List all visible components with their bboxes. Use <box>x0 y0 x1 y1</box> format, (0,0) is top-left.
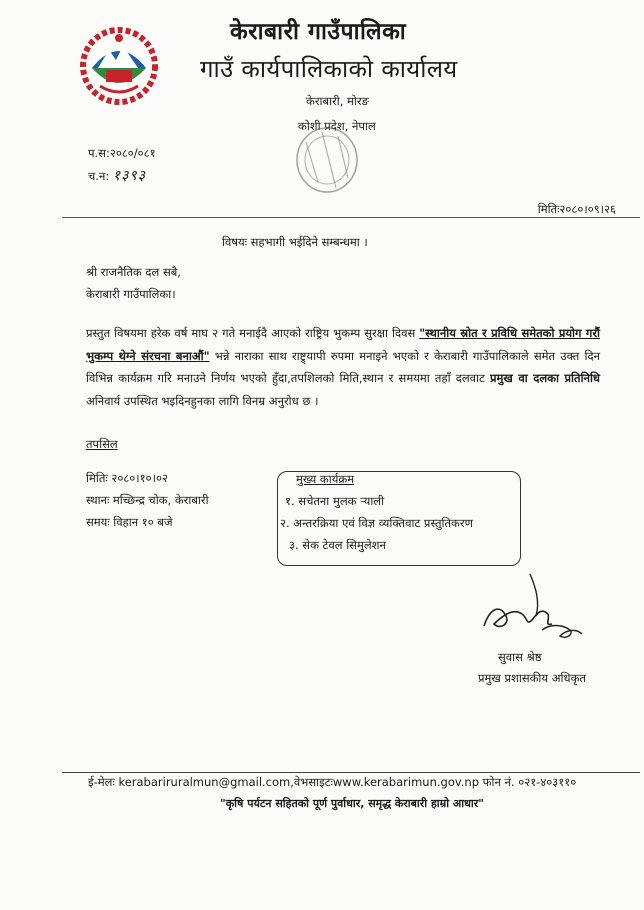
dispatch-handwritten-number: १३९३ <box>112 168 146 184</box>
reference-number: प.स:२०८०/०८१ <box>88 146 156 160</box>
dispatch-number <box>88 166 146 185</box>
address-line-1: केराबारी, मोरङ <box>306 94 369 108</box>
body-bold-representative: प्रमुख वा दलका प्रतिनिधि <box>490 371 600 385</box>
dispatch-label: च.न: <box>88 169 110 183</box>
recipient-line-2: केराबारी गाउँपालिका। <box>86 287 176 301</box>
subject-line: विषयः सहभागी भईदिने सम्बन्धमा । <box>222 235 368 249</box>
event-time: समयः विहान १० बजे <box>86 515 173 529</box>
program-item: ३. सेक टेवल सिमुलेशन <box>289 538 386 552</box>
handwritten-signature <box>470 568 590 648</box>
event-place: स्थानः मच्छिन्द्र चोक, केराबारी <box>86 493 209 507</box>
municipality-name: केराबारी गाउँपालिका <box>230 19 407 45</box>
body-slogan-emphasis: "स्थानीय स्रोत र प्रविधि समेतको प्रयोग गरौं भुकम्प थेग्ने संरचना बनाऔं" <box>86 326 601 363</box>
program-item: १. सचेतना मुलक र्‍याली <box>285 494 385 508</box>
recipient-line-1: श्री राजनैतिक दल सबै, <box>86 265 181 279</box>
letter-date: मितिः२०८०।०९।२६ <box>537 202 616 216</box>
letter-body <box>86 322 600 412</box>
body-part-1: प्रस्तुत विषयमा हरेक वर्ष माघ २ गते मनाईदै आएको राष्ट्रिय भुकम्प सुरक्षा दिवस <box>86 326 416 340</box>
header-divider <box>62 217 640 218</box>
footer-divider <box>62 772 640 773</box>
body-part-3: अनिवार्य उपस्थित भइदिनहुनका लागि विनम्र अनुरोध छ । <box>86 393 319 408</box>
office-name: गाउँ कार्यपालिकाको कार्यालय <box>200 55 458 83</box>
nepal-emblem-logo <box>78 24 160 106</box>
program-item: २. अन्तरक्रिया एवं विज्ञ व्यक्तिवाट प्रस्तुतिकरण <box>280 516 473 530</box>
footer-slogan: "कृषि पर्यटन सहितको पूर्ण पुर्वाधार, समृद्ध केराबारी हाम्रो आधार" <box>220 797 484 810</box>
program-title: मुख्य कार्यक्रम <box>296 472 355 486</box>
office-stamp <box>292 122 362 196</box>
signatory-title: प्रमुख प्रशासकीय अधिकृत <box>478 671 586 685</box>
footer-contact: ई-मेलः kerabariruralmun@gmail.com,वेभसाइटःwww.kerabarimun.gov.np फोन नं. ०२१-४०३११० <box>88 775 577 789</box>
address-line-2: कोशी प्रदेश, नेपाल <box>298 119 376 133</box>
body-part-2: भन्ने नाराका साथ राष्ट्र्यापी रुपमा मनाइने भएको र केराबारी गाउँपालिकाले समेत उक्त दिन विभिन्न कार्यक्रम गरि मनाउने निर्णय भएको हुँदा,तपशिलको मिति,स्थान र समयमा तहाँ दलवाट <box>86 348 601 385</box>
event-date: मितिः २०८०।१०।०२ <box>86 471 168 485</box>
signatory-name: सुवास श्रेष्ठ <box>498 650 542 664</box>
details-title: तपसिल <box>86 437 118 451</box>
